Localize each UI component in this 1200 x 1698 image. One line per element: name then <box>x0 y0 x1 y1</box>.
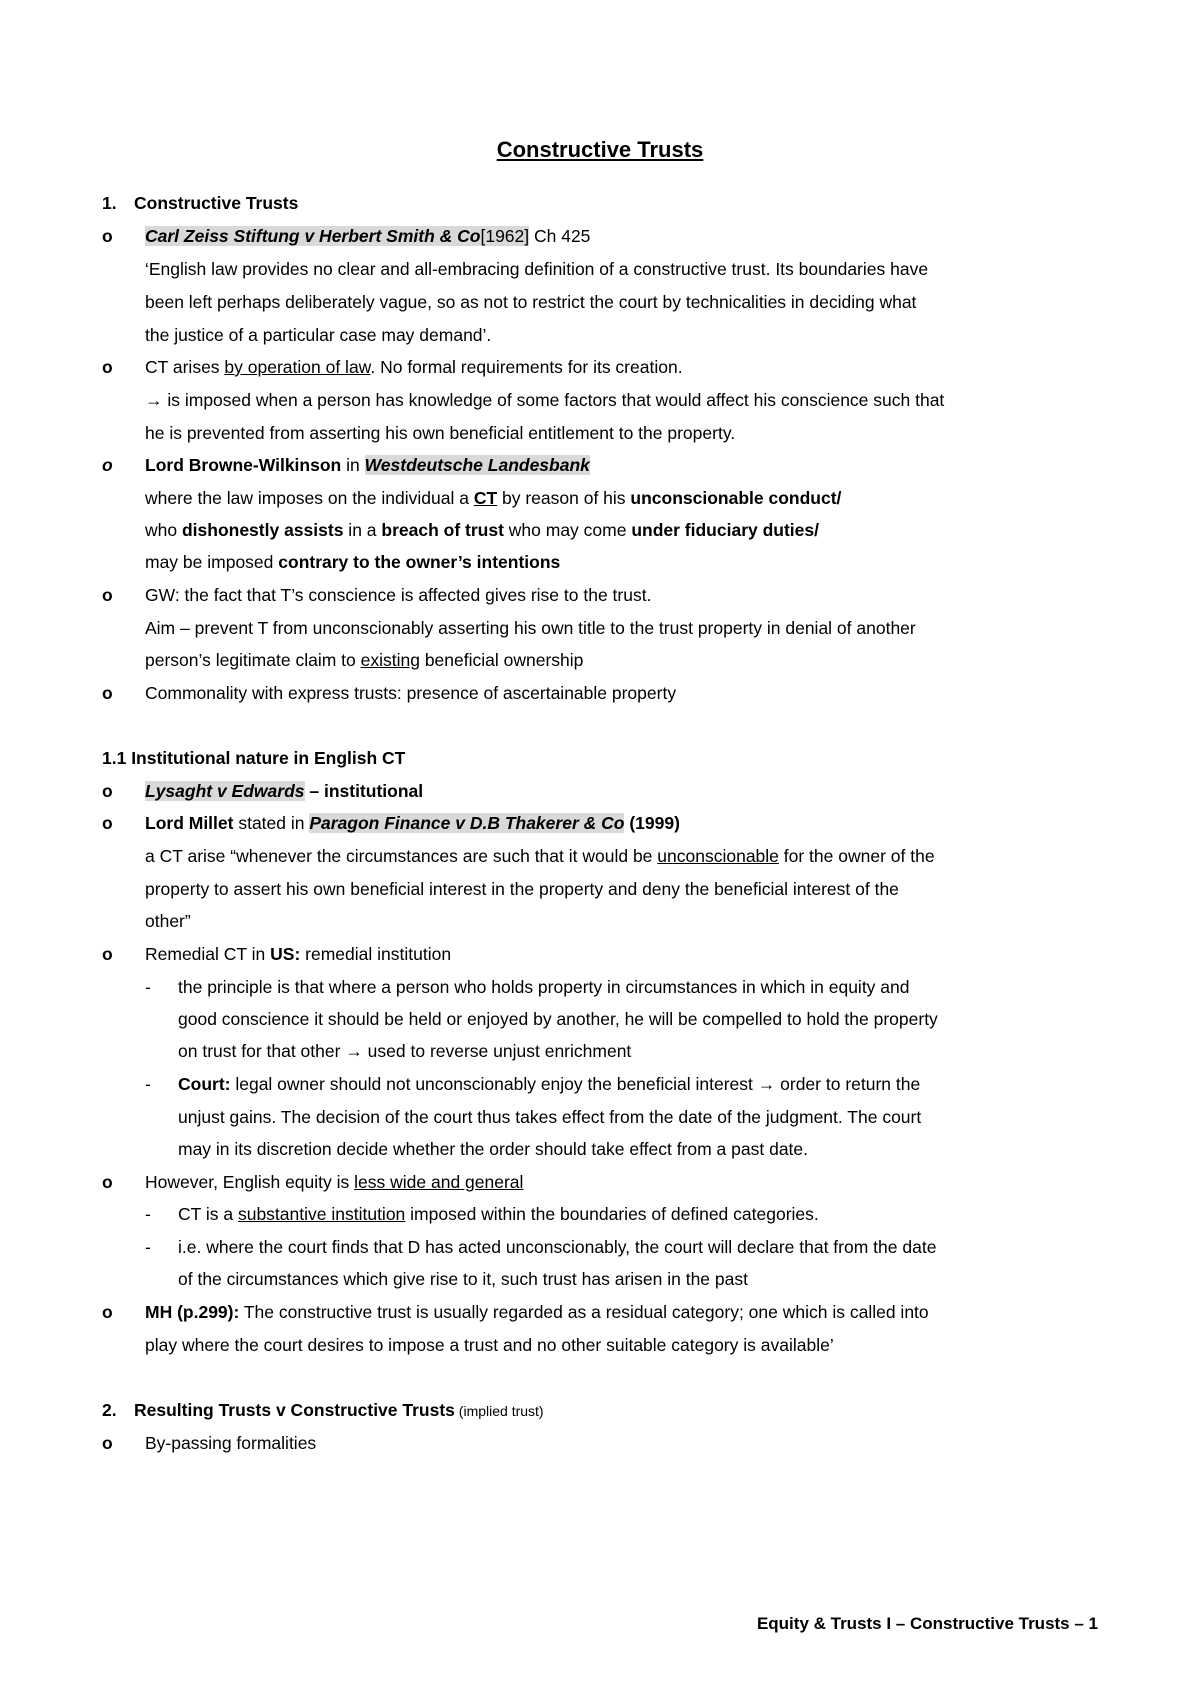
text-span: remedial institution <box>300 944 452 964</box>
text-line: i.e. where the court finds that D has acted unconscionably, the court will declare that from the date <box>178 1237 937 1257</box>
text-line <box>145 1170 523 1194</box>
text-line <box>178 1072 920 1096</box>
case-name: Carl Zeiss Stiftung v Herbert Smith & Co <box>145 226 481 246</box>
text-span: who <box>145 520 182 540</box>
text-line <box>145 1300 929 1324</box>
bold-text: US: <box>270 944 301 964</box>
text-span: However, English equity is <box>145 1172 355 1192</box>
bullet-icon: o <box>102 585 113 605</box>
text-span: legal owner should not unconscionably enjoy the beneficial interest <box>230 1074 758 1094</box>
section-number: 1. <box>102 193 117 213</box>
text-span: CT is a <box>178 1204 238 1224</box>
bold-text: unconscionable conduct/ <box>630 488 842 508</box>
text-line: GW: the fact that T’s conscience is affected gives rise to the trust. <box>145 585 652 605</box>
text-line <box>145 486 841 510</box>
text-span: in a <box>343 520 382 540</box>
text-line <box>145 550 560 574</box>
text-line <box>145 453 590 477</box>
section-number: 2. <box>102 1400 117 1420</box>
bullet-icon: o <box>102 781 113 801</box>
bold-text: breach of trust <box>381 520 504 540</box>
text-line <box>145 388 944 412</box>
text-line: By-passing formalities <box>145 1433 317 1453</box>
section-heading <box>134 1398 544 1423</box>
underlined-text: unconscionable <box>657 846 779 866</box>
quote-line <box>145 844 935 868</box>
bullet-icon: o <box>102 455 113 475</box>
quote-line: property to assert his own beneficial interest in the property and deny the beneficial interest of the <box>145 879 899 899</box>
text-span: order to return the <box>775 1074 921 1094</box>
underlined-text: less wide and general <box>354 1172 524 1192</box>
bullet-icon: o <box>102 813 113 833</box>
text-line: the principle is that where a person who holds property in circumstances in which in equity and <box>178 977 910 997</box>
judge-name: Lord Millet <box>145 813 234 833</box>
text-span: where the law imposes on the individual a <box>145 488 474 508</box>
text-line: may in its discretion decide whether the order should take effect from a past date. <box>178 1139 809 1159</box>
text-span: in <box>341 455 365 475</box>
text-span: a CT arise “whenever the circumstances are such that it would be <box>145 846 658 866</box>
text-line <box>145 518 819 542</box>
text-span: Remedial CT in <box>145 944 271 964</box>
bold-text: dishonestly assists <box>181 520 344 540</box>
text-line <box>145 942 451 966</box>
text-span: on trust for that other <box>178 1041 346 1061</box>
text-span: beneficial ownership <box>419 650 584 670</box>
text-span: . No formal requirements for its creation. <box>370 357 683 377</box>
text-span: stated in <box>233 813 310 833</box>
text-line: good conscience it should be held or enjoyed by another, he will be compelled to hold the property <box>178 1009 938 1029</box>
text-span: by reason of his <box>497 488 631 508</box>
bold-text: contrary to the owner’s intentions <box>278 552 561 572</box>
text-line <box>145 355 683 379</box>
quote-line: the justice of a particular case may demand’. <box>145 325 492 345</box>
arrow-icon: → <box>757 1074 776 1094</box>
dash-marker: - <box>145 1204 151 1224</box>
text-span: – institutional <box>304 781 424 801</box>
text-span: used to reverse unjust enrichment <box>362 1041 632 1061</box>
small-text: (implied trust) <box>454 1403 544 1419</box>
underlined-text: by operation of law <box>224 357 371 377</box>
text-span: The constructive trust is usually regarded as a residual category; one which is called into <box>239 1302 929 1322</box>
text-line <box>145 811 680 835</box>
judge-name: Lord Browne-Wilkinson <box>145 455 342 475</box>
text-span: is imposed when a person has knowledge of some factors that would affect his conscience such that <box>162 390 945 410</box>
bullet-icon: o <box>102 357 113 377</box>
bullet-icon: o <box>102 1302 113 1322</box>
text-line: unjust gains. The decision of the court thus takes effect from the date of the judgment. The court <box>178 1107 922 1127</box>
underlined-text: existing <box>360 650 420 670</box>
section-heading: 1.1 Institutional nature in English CT <box>102 748 406 768</box>
bold-text: Resulting Trusts v Constructive Trusts <box>134 1400 455 1420</box>
bold-text: Court: <box>178 1074 231 1094</box>
page-title: Constructive Trusts <box>496 137 704 162</box>
bold-text: under fiduciary duties/ <box>631 520 820 540</box>
text-span: CT arises <box>145 357 225 377</box>
text-line: Aim – prevent T from unconscionably asserting his own title to the trust property in denial of another <box>145 618 916 638</box>
case-report: Ch 425 <box>529 226 591 246</box>
quote-line: been left perhaps deliberately vague, so as not to restrict the court by technicalities in deciding what <box>145 292 917 312</box>
text-line: Commonality with express trusts: presence of ascertainable property <box>145 683 677 703</box>
dash-marker: - <box>145 1074 151 1094</box>
bullet-icon: o <box>102 226 113 246</box>
bold-text: MH (p.299): <box>145 1302 240 1322</box>
text-line <box>145 648 583 672</box>
text-line <box>178 1039 631 1063</box>
text-span: may be imposed <box>145 552 279 572</box>
page-footer: Equity & Trusts I – Constructive Trusts – 1 <box>756 1614 1098 1633</box>
text-span: imposed within the boundaries of defined categories. <box>405 1204 819 1224</box>
case-name: Lysaght v Edwards <box>145 781 305 801</box>
text-line: he is prevented from asserting his own beneficial entitlement to the property. <box>145 423 736 443</box>
text-line <box>178 1202 819 1226</box>
underlined-text: CT <box>473 488 498 508</box>
text-span: person’s legitimate claim to <box>145 650 361 670</box>
arrow-icon: → <box>145 390 163 410</box>
case-name: Westdeutsche Landesbank <box>364 455 590 475</box>
section-heading: Constructive Trusts <box>134 193 299 213</box>
text-line: of the circumstances which give rise to it, such trust has arisen in the past <box>178 1269 748 1289</box>
bullet-icon: o <box>102 683 113 703</box>
bullet-icon: o <box>102 1433 113 1453</box>
quote-line: other” <box>145 911 191 931</box>
bullet-icon: o <box>102 1172 113 1192</box>
underlined-text: substantive institution <box>237 1204 406 1224</box>
case-year: [1962] <box>480 226 530 246</box>
case-year: (1999) <box>624 813 680 833</box>
text-span: who may come <box>503 520 632 540</box>
case-name: Paragon Finance v D.B Thakerer & Co <box>309 813 625 833</box>
dash-marker: - <box>145 977 151 997</box>
text-span: for the owner of the <box>778 846 935 866</box>
case-citation <box>145 224 590 248</box>
quote-line: ‘English law provides no clear and all-embracing definition of a constructive trust. Its boundaries have <box>145 259 929 279</box>
arrow-icon: → <box>345 1041 363 1061</box>
text-line <box>145 779 423 803</box>
bullet-icon: o <box>102 944 113 964</box>
text-line: play where the court desires to impose a trust and no other suitable category is available’ <box>145 1335 834 1355</box>
dash-marker: - <box>145 1237 151 1257</box>
